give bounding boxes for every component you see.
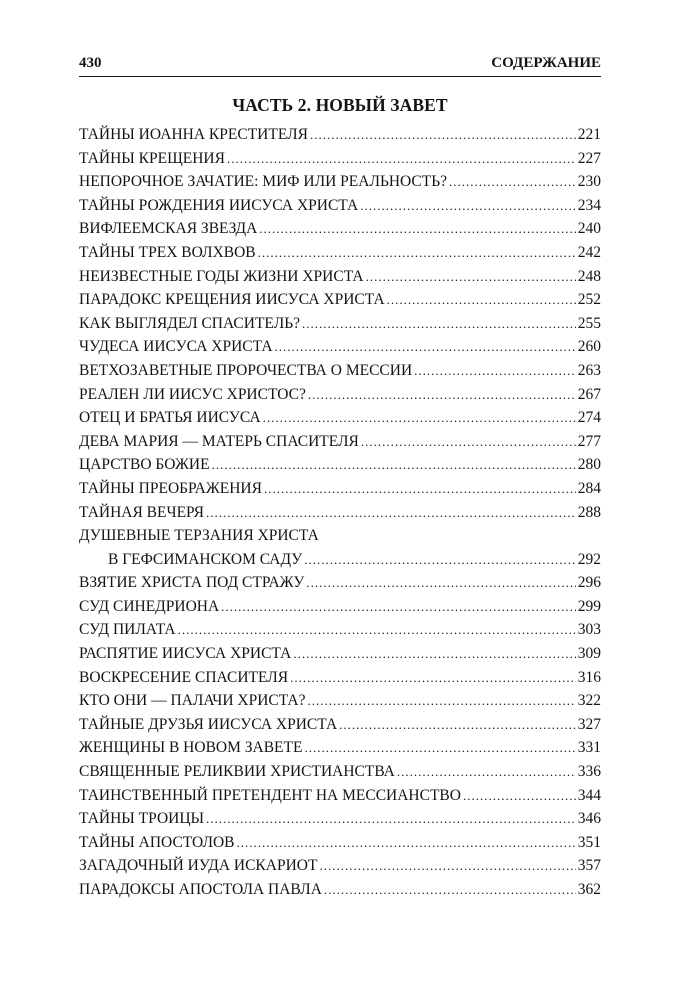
dot-leader [237,831,576,855]
dot-leader [306,571,575,595]
toc-entry [79,878,601,902]
dot-leader [275,335,576,359]
dot-leader [366,265,576,289]
toc-entry [79,595,601,619]
toc-entry-title: СУД ПИЛАТА [79,621,176,639]
toc-entry [79,618,601,642]
toc-entry-page: 274 [577,409,601,427]
toc-entry-page: 327 [577,715,601,733]
book-page [79,54,601,902]
section-title: СОДЕРЖАНИЕ [491,55,601,71]
toc-entry-page: 277 [577,432,601,450]
toc-entry-page: 284 [577,479,601,497]
toc-entry-page: 260 [577,338,601,356]
toc-entry-page: 240 [577,220,601,238]
toc-entry [79,123,601,147]
toc-entry-title: НЕПОРОЧНОЕ ЗАЧАТИЕ: МИФ ИЛИ РЕАЛЬНОСТЬ? [79,173,448,191]
toc-entry-page: 280 [577,456,601,474]
toc-entry-title: ТАЙНЫ ИОАННА КРЕСТИТЕЛЯ [79,126,308,143]
toc-entry-title: СВЯЩЕННЫЕ РЕЛИКВИИ ХРИСТИАНСТВА [79,763,395,781]
toc-entry [79,524,601,571]
toc-entry [79,359,601,383]
toc-entry-page: 296 [577,574,601,592]
toc-entry-page: 316 [577,668,601,686]
dot-leader [258,241,576,265]
toc-entry-page: 234 [577,196,601,214]
dot-leader [308,689,576,713]
toc-entry [79,713,601,737]
toc-entry-title: ТАЙНЫ АПОСТОЛОВ [79,833,235,851]
toc-entry-page: 336 [577,763,601,781]
toc-entry-continuation [79,548,601,572]
toc-entry-title: ПАРАДОКС КРЕЩЕНИЯ ИИСУСА ХРИСТА [79,291,385,309]
dot-leader [414,359,576,383]
toc-entry [79,784,601,808]
toc-entry-title: КАК ВЫГЛЯДЕЛ СПАСИТЕЛЬ? [79,314,300,332]
dot-leader [178,618,576,642]
dot-leader [293,642,575,666]
toc-entry-page: 303 [577,621,601,639]
toc-entry-title: РАСПЯТИЕ ИИСУСА ХРИСТА [79,645,292,663]
toc-entry-title: РЕАЛЕН ЛИ ИИСУС ХРИСТОС? [79,385,306,403]
dot-leader [397,760,576,784]
dot-leader [310,123,576,147]
dot-leader [259,217,575,241]
dot-leader [319,854,575,878]
toc-entry-title: ТАЙНЫ ТРЕХ ВОЛХВОВ [79,243,256,261]
dot-leader [360,194,576,218]
toc-entry-page: 331 [577,739,601,757]
toc-entry [79,807,601,831]
dot-leader [304,548,576,572]
dot-leader [290,666,576,690]
toc-entry-title: ТАЙНЫ РОЖДЕНИЯ ИИСУСА ХРИСТА [79,196,359,214]
toc-entry-title: ВОСКРЕСЕНИЕ СПАСИТЕЛЯ [79,668,289,686]
toc-entry [79,854,601,878]
toc-entry-page: 242 [577,243,601,261]
toc-entry [79,147,601,171]
toc-entry [79,477,601,501]
toc-entry-title: ДЕВА МАРИЯ — МАТЕРЬ СПАСИТЕЛЯ [79,432,359,450]
part-title: ЧАСТЬ 2. НОВЫЙ ЗАВЕТ [232,95,448,115]
toc-entry [79,217,601,241]
toc-entry-title: ВЗЯТИЕ ХРИСТА ПОД СТРАЖУ [79,574,305,592]
toc-entry-title: ЗАГАДОЧНЫЙ ИУДА ИСКАРИОТ [79,857,318,875]
table-of-contents [79,123,601,902]
dot-leader [304,736,575,760]
toc-entry-title: ТАЙНЫ КРЕЩЕНИЯ [79,149,225,167]
toc-entry-page: 263 [577,361,601,379]
toc-entry-title: НЕИЗВЕСТНЫЕ ГОДЫ ЖИЗНИ ХРИСТА [79,267,364,285]
dot-leader [449,170,576,194]
dot-leader [206,807,576,831]
dot-leader [227,147,576,171]
toc-entry [79,430,601,454]
toc-entry-page: 362 [577,881,601,898]
toc-entry-title-line2: В ГЕФСИМАНСКОМ САДУ [108,550,303,568]
dot-leader [263,406,576,430]
toc-entry-page: 299 [577,597,601,615]
toc-entry [79,288,601,312]
toc-entry-page: 346 [577,810,601,828]
dot-leader [206,501,576,525]
running-header [79,54,601,77]
toc-entry [79,383,601,407]
toc-entry-title: ТАЙНЫЕ ДРУЗЬЯ ИИСУСА ХРИСТА [79,715,338,733]
toc-entry-page: 255 [577,314,601,332]
toc-entry [79,736,601,760]
toc-entry [79,689,601,713]
toc-entry-page: 230 [577,173,601,191]
toc-entry [79,571,601,595]
dot-leader [463,784,576,808]
toc-entry-page: 357 [577,857,601,875]
dot-leader [302,312,576,336]
toc-entry-page: 351 [577,833,601,851]
toc-entry [79,666,601,690]
dot-leader [264,477,576,501]
toc-entry [79,265,601,289]
dot-leader [308,383,576,407]
toc-entry-title: СУД СИНЕДРИОНА [79,597,220,615]
toc-entry-title: ТАЙНАЯ ВЕЧЕРЯ [79,503,205,521]
toc-entry-page: 252 [577,291,601,309]
dot-leader [221,595,576,619]
toc-entry-page: 309 [577,645,601,663]
toc-entry-page: 227 [577,149,601,167]
dot-leader [212,453,576,477]
toc-entry-title: ВИФЛЕЕМСКАЯ ЗВЕЗДА [79,220,258,238]
toc-entry-title: ТАИНСТВЕННЫЙ ПРЕТЕНДЕНТ НА МЕССИАНСТВО [79,786,461,804]
toc-entry [79,406,601,430]
toc-entry [79,335,601,359]
toc-entry-title: ВЕТХОЗАВЕТНЫЕ ПРОРОЧЕСТВА О МЕССИИ [79,361,413,379]
toc-entry [79,194,601,218]
dot-leader [387,288,576,312]
toc-entry-title: ЦАРСТВО БОЖИЕ [79,456,210,474]
toc-entry-page: 221 [577,126,601,143]
toc-entry-title: ДУШЕВНЫЕ ТЕРЗАНИЯ ХРИСТА [79,527,319,545]
toc-entry-title: ЧУДЕСА ИИСУСА ХРИСТА [79,338,273,356]
toc-entry-page: 292 [577,550,601,568]
toc-entry [79,831,601,855]
dot-leader [324,878,576,902]
toc-entry-title: ОТЕЦ И БРАТЬЯ ИИСУСА [79,409,261,427]
toc-entry [79,453,601,477]
toc-entry [79,501,601,525]
toc-entry-page: 344 [577,786,601,804]
toc-entry-title: КТО ОНИ — ПАЛАЧИ ХРИСТА? [79,692,306,710]
toc-entry [79,170,601,194]
dot-leader [339,713,576,737]
page-number: 430 [79,55,102,71]
toc-entry-title: ТАЙНЫ ТРОИЦЫ [79,810,205,828]
toc-entry [79,241,601,265]
toc-entry [79,642,601,666]
toc-entry-title: ЖЕНЩИНЫ В НОВОМ ЗАВЕТЕ [79,739,303,757]
toc-entry-page: 267 [577,385,601,403]
toc-entry [79,760,601,784]
toc-entry-page: 248 [577,267,601,285]
toc-entry-page: 322 [577,692,601,710]
toc-entry [79,312,601,336]
toc-entry-title: ТАЙНЫ ПРЕОБРАЖЕНИЯ [79,479,262,497]
toc-entry-title: ПАРАДОКСЫ АПОСТОЛА ПАВЛА [79,881,322,898]
dot-leader [361,430,576,454]
toc-entry-page: 288 [577,503,601,521]
